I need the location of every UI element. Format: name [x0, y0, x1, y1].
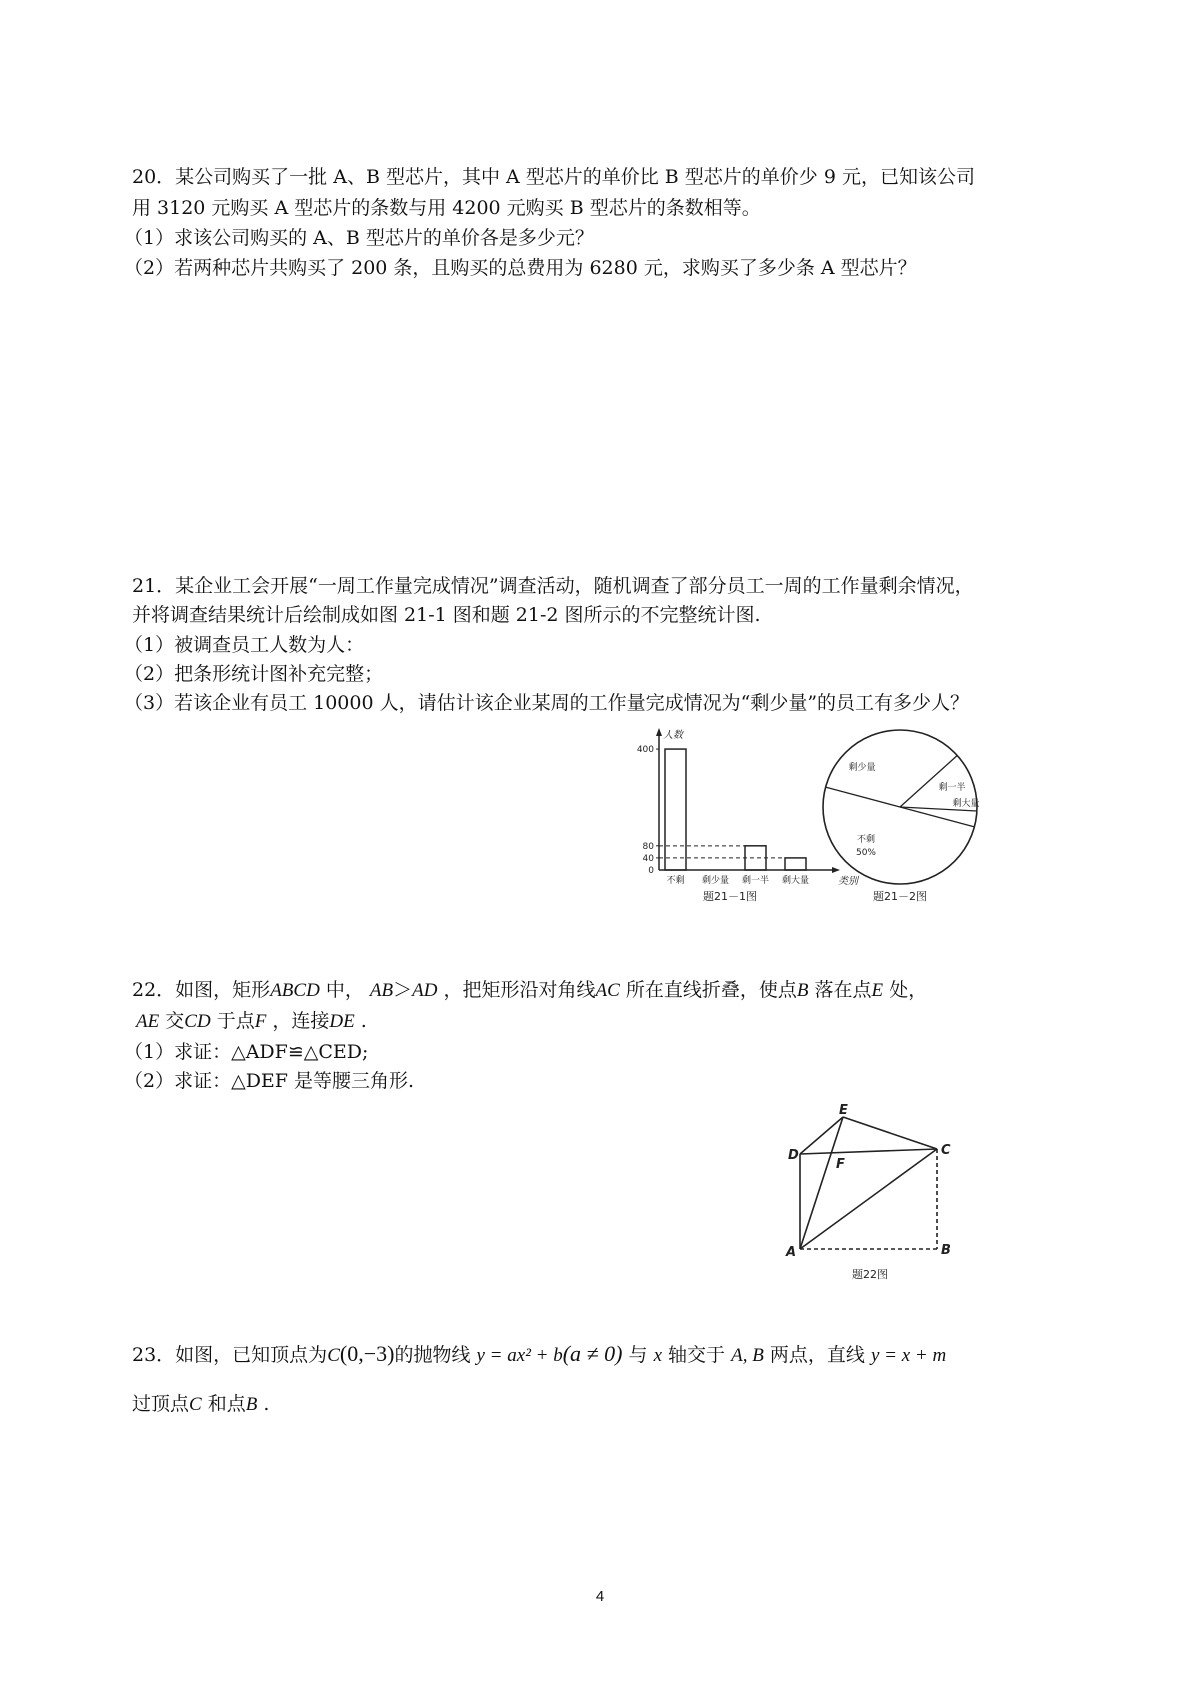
- q20-line2: 用 3120 元购买 A 型芯片的条数与用 4200 元购买 B 型芯片的条数相等。: [132, 197, 761, 219]
- q22-text: 处，: [889, 979, 928, 1001]
- page-number: 4: [595, 1588, 605, 1605]
- var-ab-points: A, B: [731, 1345, 764, 1366]
- edge-ec: [843, 1117, 937, 1149]
- bar: [745, 846, 766, 870]
- q22-line1: [132, 978, 927, 1003]
- q21-line2: 并将调查结果统计后绘制成如图 21-1 图和题 21-2 图所示的不完整统计图.: [132, 604, 761, 626]
- q23-line1: [132, 1342, 946, 1368]
- q21-line1: 21．某企业工会开展“一周工作量完成情况”调查活动，随机调查了部分员工一周的工作量剩余情况，: [132, 575, 974, 597]
- var-x: x: [653, 1345, 662, 1366]
- q22-sub1: （1）求证：△ADF≌△CED;: [124, 1041, 369, 1063]
- gt-sign: ＞: [393, 979, 413, 1001]
- y-tick-label: 0: [648, 866, 654, 876]
- y-tick-label: 40: [642, 853, 654, 864]
- var-c: C: [327, 1345, 340, 1366]
- q22-text: 落在点: [814, 979, 872, 1001]
- pie-slice-label: 剩大量: [952, 799, 980, 809]
- pie-slice-edge: [826, 787, 900, 807]
- q23-text: 两点，直线: [769, 1344, 865, 1366]
- var-ad: AD: [412, 980, 438, 1001]
- var-b: B: [796, 980, 809, 1001]
- q23-text: 轴交于: [668, 1344, 726, 1366]
- y-tick-label: 80: [642, 841, 654, 852]
- edge-ae: [800, 1117, 843, 1249]
- var-ac: AC: [595, 980, 620, 1001]
- q20-sub2: （2）若两种芯片共购买了 200 条，且购买的总费用为 6280 元，求购买了多少条 A 型芯片？: [124, 257, 917, 279]
- q22-line2: [136, 1009, 367, 1034]
- q22-text: .: [360, 1010, 367, 1032]
- x-tick-label: 剩大量: [781, 876, 810, 886]
- pie-slice-label: 不剩: [856, 835, 876, 845]
- q22-text: 中，: [325, 979, 364, 1001]
- y-axis-label: 人数: [663, 730, 683, 741]
- x-tick-label: 剩少量: [701, 876, 730, 886]
- parabola-condition: (a ≠ 0): [562, 1341, 623, 1366]
- q22-text: ，把矩形沿对角线: [443, 979, 596, 1001]
- q23-text: 的抛物线: [394, 1344, 471, 1366]
- var-ae: AE: [136, 1011, 160, 1032]
- var-ab: AB: [369, 980, 394, 1001]
- pie-chart-title: 题21－2图: [873, 890, 927, 903]
- edge-dc: [800, 1149, 937, 1154]
- q23-text: 和点: [207, 1393, 246, 1415]
- var-de: DE: [329, 1011, 355, 1032]
- q21-sub1: （1）被调查员工人数为人：: [124, 634, 365, 656]
- label-f: F: [836, 1157, 845, 1172]
- parabola-equation: y = ax² + b: [476, 1345, 563, 1366]
- q20-line1: 20．某公司购买了一批 A、B 型芯片，其中 A 型芯片的单价比 B 型芯片的单价少 9 元，已知该公司: [132, 166, 975, 188]
- label-a: A: [786, 1245, 797, 1260]
- label-c: C: [941, 1143, 951, 1158]
- q20-sub1: （1）求该公司购买的 A、B 型芯片的单价各是多少元？: [124, 227, 594, 249]
- q23-text: .: [263, 1393, 270, 1415]
- pie-chart-21-2: [810, 726, 990, 916]
- q23-text: 过顶点: [132, 1393, 190, 1415]
- var-e: E: [871, 980, 884, 1001]
- var-b: B: [245, 1394, 258, 1415]
- y-axis-arrow: [656, 728, 662, 736]
- x-tick-label: 剩一半: [741, 876, 770, 886]
- pie-slice-value: 50%: [855, 848, 877, 858]
- q22-text: 交: [165, 1010, 185, 1032]
- q22-text: ，连接: [272, 1010, 330, 1032]
- vertex-coords: (0,−3): [339, 1341, 395, 1366]
- var-f: F: [254, 1011, 267, 1032]
- bar-chart-title: 题21－1图: [703, 890, 757, 903]
- var-abcd: ABCD: [270, 980, 320, 1001]
- pie-slice-label: 剩一半: [938, 783, 966, 793]
- q22-text: 于点: [216, 1010, 255, 1032]
- q23-line2: [132, 1392, 269, 1417]
- label-b: B: [941, 1243, 951, 1258]
- q22-sub2: （2）求证：△DEF 是等腰三角形.: [124, 1070, 415, 1092]
- bar: [785, 858, 806, 870]
- pie-slice-edge: [900, 755, 957, 807]
- label-e: E: [839, 1103, 848, 1118]
- var-cd: CD: [184, 1011, 211, 1032]
- figure-caption: 题22图: [852, 1268, 888, 1281]
- pie-chart-plot: [823, 730, 980, 884]
- geometry-figure-22: [778, 1102, 968, 1282]
- q22-text: 22．如图，矩形: [132, 979, 271, 1001]
- pie-slice-label: 剩少量: [848, 763, 876, 773]
- q23-text: 23．如图，已知顶点为: [132, 1344, 328, 1366]
- x-axis-label: 类别: [838, 876, 858, 887]
- q23-text: 与: [628, 1344, 648, 1366]
- var-c: C: [189, 1394, 202, 1415]
- line-equation: y = x + m: [870, 1345, 947, 1366]
- q21-sub3: （3）若该企业有员工 10000 人，请估计该企业某周的工作量完成情况为“剩少量”的员工有多少人？: [124, 692, 970, 714]
- x-tick-label: 不剩: [666, 876, 685, 886]
- bar: [665, 749, 686, 870]
- y-tick-label: 400: [636, 745, 654, 756]
- q21-sub2: （2）把条形统计图补充完整；: [124, 663, 384, 685]
- edge-ac: [800, 1149, 937, 1249]
- q22-text: 所在直线折叠，使点: [625, 979, 797, 1001]
- label-d: D: [788, 1148, 799, 1163]
